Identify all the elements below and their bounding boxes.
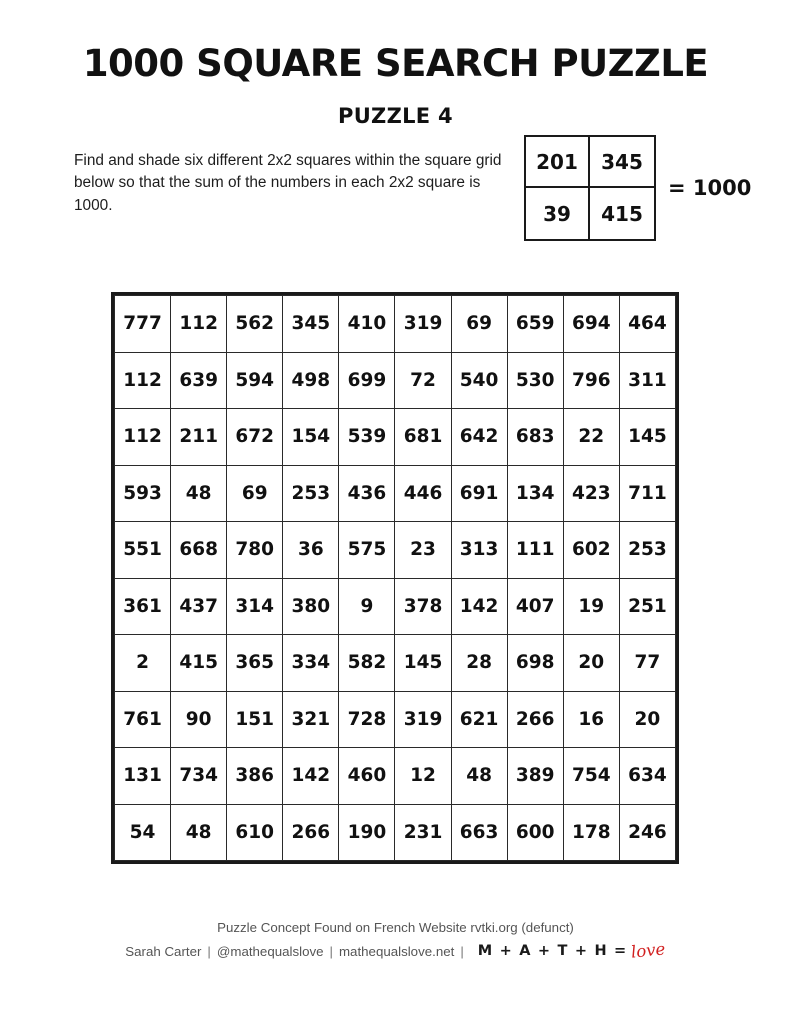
instructions-text: Find and shade six different 2x2 squares within the square grid below so that the sum of the numbers in each 2x2 square is 1000. bbox=[74, 152, 502, 214]
grid-cell[interactable]: 178 bbox=[563, 804, 619, 861]
logo-love-script: love bbox=[630, 939, 667, 962]
grid-cell[interactable]: 681 bbox=[395, 409, 451, 466]
grid-cell[interactable]: 600 bbox=[507, 804, 563, 861]
example-cell-r2c1: 39 bbox=[526, 188, 590, 239]
grid-cell[interactable]: 266 bbox=[283, 804, 339, 861]
grid-cell[interactable]: 134 bbox=[507, 465, 563, 522]
grid-cell[interactable]: 683 bbox=[507, 409, 563, 466]
grid-cell[interactable]: 634 bbox=[619, 748, 675, 805]
grid-cell[interactable]: 378 bbox=[395, 578, 451, 635]
grid-cell[interactable]: 711 bbox=[619, 465, 675, 522]
grid-cell[interactable]: 436 bbox=[339, 465, 395, 522]
grid-cell[interactable]: 246 bbox=[619, 804, 675, 861]
grid-row bbox=[115, 352, 676, 409]
grid-cell[interactable]: 112 bbox=[115, 409, 171, 466]
grid-cell[interactable]: 780 bbox=[227, 522, 283, 579]
grid-cell[interactable]: 659 bbox=[507, 296, 563, 353]
footer-author: Sarah Carter bbox=[125, 943, 202, 959]
grid-cell[interactable]: 142 bbox=[451, 578, 507, 635]
footer-separator-2: | bbox=[329, 943, 333, 959]
grid-cell[interactable]: 593 bbox=[115, 465, 171, 522]
footer bbox=[0, 918, 791, 964]
footer-separator-1: | bbox=[207, 943, 211, 959]
grid-cell[interactable]: 365 bbox=[227, 635, 283, 692]
grid-cell[interactable]: 23 bbox=[395, 522, 451, 579]
grid-cell[interactable]: 464 bbox=[619, 296, 675, 353]
grid-cell[interactable]: 754 bbox=[563, 748, 619, 805]
grid-cell[interactable]: 446 bbox=[395, 465, 451, 522]
example-cell-r2c2: 415 bbox=[601, 201, 643, 226]
grid-row bbox=[115, 691, 676, 748]
grid-cell[interactable]: 796 bbox=[563, 352, 619, 409]
grid-cell[interactable]: 423 bbox=[563, 465, 619, 522]
grid-cell[interactable]: 575 bbox=[339, 522, 395, 579]
grid-cell[interactable]: 668 bbox=[171, 522, 227, 579]
grid-cell[interactable]: 69 bbox=[451, 296, 507, 353]
grid-cell[interactable]: 69 bbox=[227, 465, 283, 522]
grid-cell[interactable]: 672 bbox=[227, 409, 283, 466]
grid-cell[interactable]: 9 bbox=[339, 578, 395, 635]
grid-cell[interactable]: 77 bbox=[619, 635, 675, 692]
grid-cell[interactable]: 551 bbox=[115, 522, 171, 579]
grid-row bbox=[115, 465, 676, 522]
grid-cell[interactable]: 698 bbox=[507, 635, 563, 692]
footer-separator-3: | bbox=[460, 943, 464, 959]
grid-cell[interactable]: 437 bbox=[171, 578, 227, 635]
puzzle-subtitle: PUZZLE 4 bbox=[338, 104, 453, 128]
grid-cell[interactable]: 20 bbox=[619, 691, 675, 748]
grid-cell[interactable]: 20 bbox=[563, 635, 619, 692]
logo-letters: M + A + T + H = bbox=[477, 942, 628, 959]
grid-cell[interactable]: 540 bbox=[451, 352, 507, 409]
grid-cell[interactable]: 319 bbox=[395, 296, 451, 353]
grid-cell[interactable]: 36 bbox=[283, 522, 339, 579]
grid-cell[interactable]: 460 bbox=[339, 748, 395, 805]
grid-cell[interactable]: 699 bbox=[339, 352, 395, 409]
grid-cell[interactable]: 131 bbox=[115, 748, 171, 805]
grid-cell[interactable]: 621 bbox=[451, 691, 507, 748]
example-cell-r1c2: 345 bbox=[590, 137, 654, 188]
grid-cell[interactable]: 389 bbox=[507, 748, 563, 805]
grid-cell[interactable]: 594 bbox=[227, 352, 283, 409]
grid-cell[interactable]: 313 bbox=[451, 522, 507, 579]
example-square-group bbox=[524, 135, 751, 241]
grid-cell[interactable]: 151 bbox=[227, 691, 283, 748]
grid-cell[interactable]: 562 bbox=[227, 296, 283, 353]
footer-credit-line: Puzzle Concept Found on French Website rvtki.org (defunct) bbox=[217, 920, 574, 935]
grid-cell[interactable]: 111 bbox=[507, 522, 563, 579]
grid-cell[interactable]: 639 bbox=[171, 352, 227, 409]
grid-cell[interactable]: 694 bbox=[563, 296, 619, 353]
puzzle-grid bbox=[111, 292, 679, 864]
grid-cell[interactable]: 253 bbox=[619, 522, 675, 579]
footer-handle[interactable]: @mathequalslove bbox=[216, 943, 324, 959]
example-2x2-box bbox=[524, 135, 656, 241]
grid-cell[interactable]: 642 bbox=[451, 409, 507, 466]
example-cell-r1c1: 201 bbox=[526, 137, 590, 188]
grid-cell[interactable]: 691 bbox=[451, 465, 507, 522]
grid-cell[interactable]: 2 bbox=[115, 635, 171, 692]
grid-cell[interactable]: 211 bbox=[171, 409, 227, 466]
grid-cell[interactable]: 311 bbox=[619, 352, 675, 409]
grid-cell[interactable]: 314 bbox=[227, 578, 283, 635]
grid-cell[interactable]: 112 bbox=[171, 296, 227, 353]
grid-cell[interactable]: 72 bbox=[395, 352, 451, 409]
grid-cell[interactable]: 231 bbox=[395, 804, 451, 861]
grid-row bbox=[115, 748, 676, 805]
puzzle-grid-body bbox=[115, 296, 676, 861]
grid-cell[interactable]: 48 bbox=[451, 748, 507, 805]
grid-cell[interactable]: 530 bbox=[507, 352, 563, 409]
grid-cell[interactable]: 602 bbox=[563, 522, 619, 579]
grid-cell[interactable]: 90 bbox=[171, 691, 227, 748]
grid-cell[interactable]: 154 bbox=[283, 409, 339, 466]
footer-attribution-line bbox=[0, 938, 791, 964]
grid-cell[interactable]: 321 bbox=[283, 691, 339, 748]
math-equals-love-logo bbox=[478, 938, 666, 964]
grid-cell[interactable]: 22 bbox=[563, 409, 619, 466]
grid-row bbox=[115, 635, 676, 692]
grid-cell[interactable]: 54 bbox=[115, 804, 171, 861]
grid-cell[interactable]: 28 bbox=[451, 635, 507, 692]
grid-cell[interactable]: 582 bbox=[339, 635, 395, 692]
grid-row bbox=[115, 296, 676, 353]
grid-cell[interactable]: 12 bbox=[395, 748, 451, 805]
grid-cell[interactable]: 407 bbox=[507, 578, 563, 635]
grid-row bbox=[115, 522, 676, 579]
page-title: 1000 SQUARE SEARCH PUZZLE bbox=[82, 42, 709, 85]
grid-cell[interactable]: 539 bbox=[339, 409, 395, 466]
grid-cell[interactable]: 361 bbox=[115, 578, 171, 635]
grid-cell[interactable]: 145 bbox=[619, 409, 675, 466]
grid-cell[interactable]: 48 bbox=[171, 804, 227, 861]
grid-cell[interactable]: 48 bbox=[171, 465, 227, 522]
grid-cell[interactable]: 498 bbox=[283, 352, 339, 409]
grid-cell[interactable]: 334 bbox=[283, 635, 339, 692]
grid-row bbox=[115, 578, 676, 635]
puzzle-grid-table bbox=[114, 295, 676, 861]
grid-cell[interactable]: 145 bbox=[395, 635, 451, 692]
grid-cell[interactable]: 734 bbox=[171, 748, 227, 805]
grid-cell[interactable]: 253 bbox=[283, 465, 339, 522]
grid-cell[interactable]: 112 bbox=[115, 352, 171, 409]
grid-cell[interactable]: 761 bbox=[115, 691, 171, 748]
grid-row bbox=[115, 409, 676, 466]
grid-cell[interactable]: 251 bbox=[619, 578, 675, 635]
grid-cell[interactable]: 19 bbox=[563, 578, 619, 635]
grid-cell[interactable]: 415 bbox=[171, 635, 227, 692]
grid-cell[interactable]: 380 bbox=[283, 578, 339, 635]
grid-cell[interactable]: 190 bbox=[339, 804, 395, 861]
grid-cell[interactable]: 610 bbox=[227, 804, 283, 861]
grid-cell[interactable]: 266 bbox=[507, 691, 563, 748]
grid-cell[interactable]: 319 bbox=[395, 691, 451, 748]
grid-cell[interactable]: 16 bbox=[563, 691, 619, 748]
footer-website-link[interactable]: mathequalslove.net bbox=[338, 943, 455, 959]
grid-cell[interactable]: 728 bbox=[339, 691, 395, 748]
example-sum-label: = 1000 bbox=[668, 176, 752, 200]
grid-cell[interactable]: 345 bbox=[283, 296, 339, 353]
grid-cell[interactable]: 777 bbox=[115, 296, 171, 353]
grid-cell[interactable]: 410 bbox=[339, 296, 395, 353]
grid-cell[interactable]: 663 bbox=[451, 804, 507, 861]
grid-row bbox=[115, 804, 676, 861]
grid-cell[interactable]: 386 bbox=[227, 748, 283, 805]
grid-cell[interactable]: 142 bbox=[283, 748, 339, 805]
